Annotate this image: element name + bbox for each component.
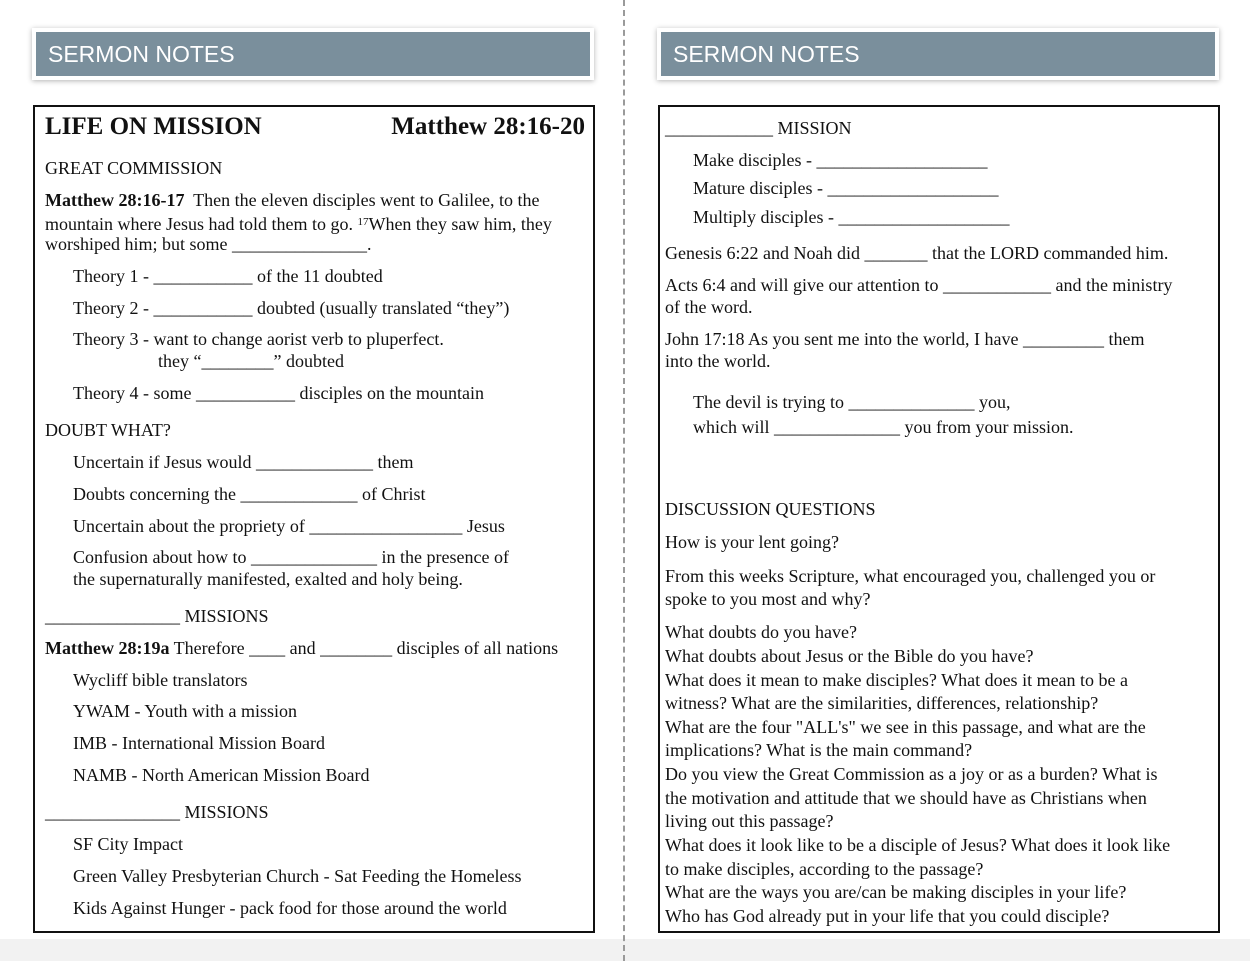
john-verse-line-2: into the world.: [665, 351, 771, 371]
right-banner-title: SERMON NOTES: [661, 32, 1215, 76]
mission-heading: ____________ MISSION: [665, 118, 852, 138]
sermon-reference: Matthew 28:16-20: [391, 113, 585, 140]
discussion-question-continued: implications? What is the main command?: [665, 740, 973, 760]
discussion-question: What does it look like to be a disciple of Jesus? What does it look like: [665, 835, 1171, 855]
discussion-question: What doubts do you have?: [665, 622, 857, 642]
verse-19-line: [45, 637, 558, 659]
missions-heading-2: _______________ MISSIONS: [45, 802, 269, 822]
verse-19-text: Therefore ____ and ________ disciples of all nations: [173, 638, 559, 658]
devil-line-1: The devil is trying to ______________ you,: [693, 392, 1011, 412]
org-item: Wycliff bible translators: [73, 670, 248, 690]
discussion-question: What are the ways you are/can be making disciples in your life?: [665, 882, 1127, 902]
doubt-what-heading: DOUBT WHAT?: [45, 420, 171, 440]
local-item: SF City Impact: [73, 834, 184, 854]
discussion-question: From this weeks Scripture, what encouraged you, challenged you or: [665, 566, 1156, 586]
left-notes-card: [33, 105, 595, 933]
doubt-4: Confusion about how to ______________ in the presence of: [73, 547, 509, 567]
genesis-verse: Genesis 6:22 and Noah did _______ that the LORD commanded him.: [665, 243, 1169, 263]
discussion-question: What doubts about Jesus or the Bible do you have?: [665, 646, 1034, 666]
theory-3: Theory 3 - want to change aorist verb to pluperfect.: [73, 329, 444, 349]
left-banner: [32, 28, 594, 80]
page-bottom-strip: [0, 939, 1250, 961]
discussion-question: Do you view the Great Commission as a joy or as a burden? What is: [665, 764, 1158, 784]
mature-disciples: Mature disciples - ___________________: [693, 178, 999, 198]
theory-4: Theory 4 - some ___________ disciples on the mountain: [73, 383, 484, 403]
verse-number: 17: [357, 216, 369, 228]
discussion-question-continued: the motivation and attitude that we should have as Christians when: [665, 788, 1147, 808]
john-verse-line-1: John 17:18 As you sent me into the world, I have _________ them: [665, 329, 1145, 349]
acts-verse-line-2: of the word.: [665, 297, 753, 317]
acts-verse-line-1: Acts 6:4 and will give our attention to ____________ and the ministry: [665, 275, 1173, 295]
discussion-question: Who has God already put in your life that you could disciple?: [665, 906, 1110, 926]
right-notes-card: [658, 105, 1220, 933]
doubt-3: Uncertain about the propriety of _________________ Jesus: [73, 516, 505, 536]
local-item: Kids Against Hunger - pack food for those around the world: [73, 898, 507, 918]
doubt-2: Doubts concerning the _____________ of Christ: [73, 484, 426, 504]
multiply-disciples: Multiply disciples - ___________________: [693, 207, 1010, 227]
passage-line-1: [45, 189, 540, 211]
discussion-question: How is your lent going?: [665, 532, 839, 552]
left-banner-title: SERMON NOTES: [36, 32, 590, 76]
theory-1: Theory 1 - ___________ of the 11 doubted: [73, 266, 383, 286]
great-commission-heading: GREAT COMMISSION: [45, 158, 223, 178]
discussion-question: What are the four "ALL's" we see in this passage, and what are the: [665, 717, 1146, 737]
devil-line-2: which will ______________ you from your mission.: [693, 417, 1074, 437]
passage-line-2: [45, 211, 552, 235]
discussion-question: What does it mean to make disciples? What does it mean to be a: [665, 670, 1129, 690]
page-fold-divider: [623, 0, 625, 961]
discussion-question-continued: living out this passage?: [665, 811, 834, 831]
missions-heading-1: _______________ MISSIONS: [45, 606, 269, 626]
right-banner: [657, 28, 1219, 80]
discussion-heading: DISCUSSION QUESTIONS: [665, 499, 876, 519]
discussion-question-continued: spoke to you most and why?: [665, 589, 871, 609]
verse-19-ref: Matthew 28:19a: [45, 638, 170, 658]
org-item: IMB - International Mission Board: [73, 733, 325, 753]
theory-3-continued: they “________” doubted: [158, 351, 344, 371]
discussion-question-continued: witness? What are the similarities, differences, relationship?: [665, 693, 1099, 713]
passage-ref: Matthew 28:16-17: [45, 190, 185, 210]
passage-text-1: Then the eleven disciples went to Galilee, to the: [193, 190, 540, 210]
org-item: NAMB - North American Mission Board: [73, 765, 370, 785]
sermon-title: LIFE ON MISSION: [45, 113, 262, 140]
passage-line-3: worshiped him; but some _______________.: [45, 234, 372, 254]
theory-2: Theory 2 - ___________ doubted (usually translated “they”): [73, 298, 510, 318]
passage-text-2a: mountain where Jesus had told them to go.: [45, 214, 353, 234]
org-item: YWAM - Youth with a mission: [73, 701, 298, 721]
doubt-4-continued: the supernaturally manifested, exalted and holy being.: [73, 569, 463, 589]
discussion-question-continued: to make disciples, according to the passage?: [665, 859, 984, 879]
passage-text-2b: When they saw him, they: [368, 214, 552, 234]
make-disciples: Make disciples - ___________________: [693, 150, 988, 170]
doubt-1: Uncertain if Jesus would _____________ them: [73, 452, 414, 472]
local-item: Green Valley Presbyterian Church - Sat Feeding the Homeless: [73, 866, 522, 886]
